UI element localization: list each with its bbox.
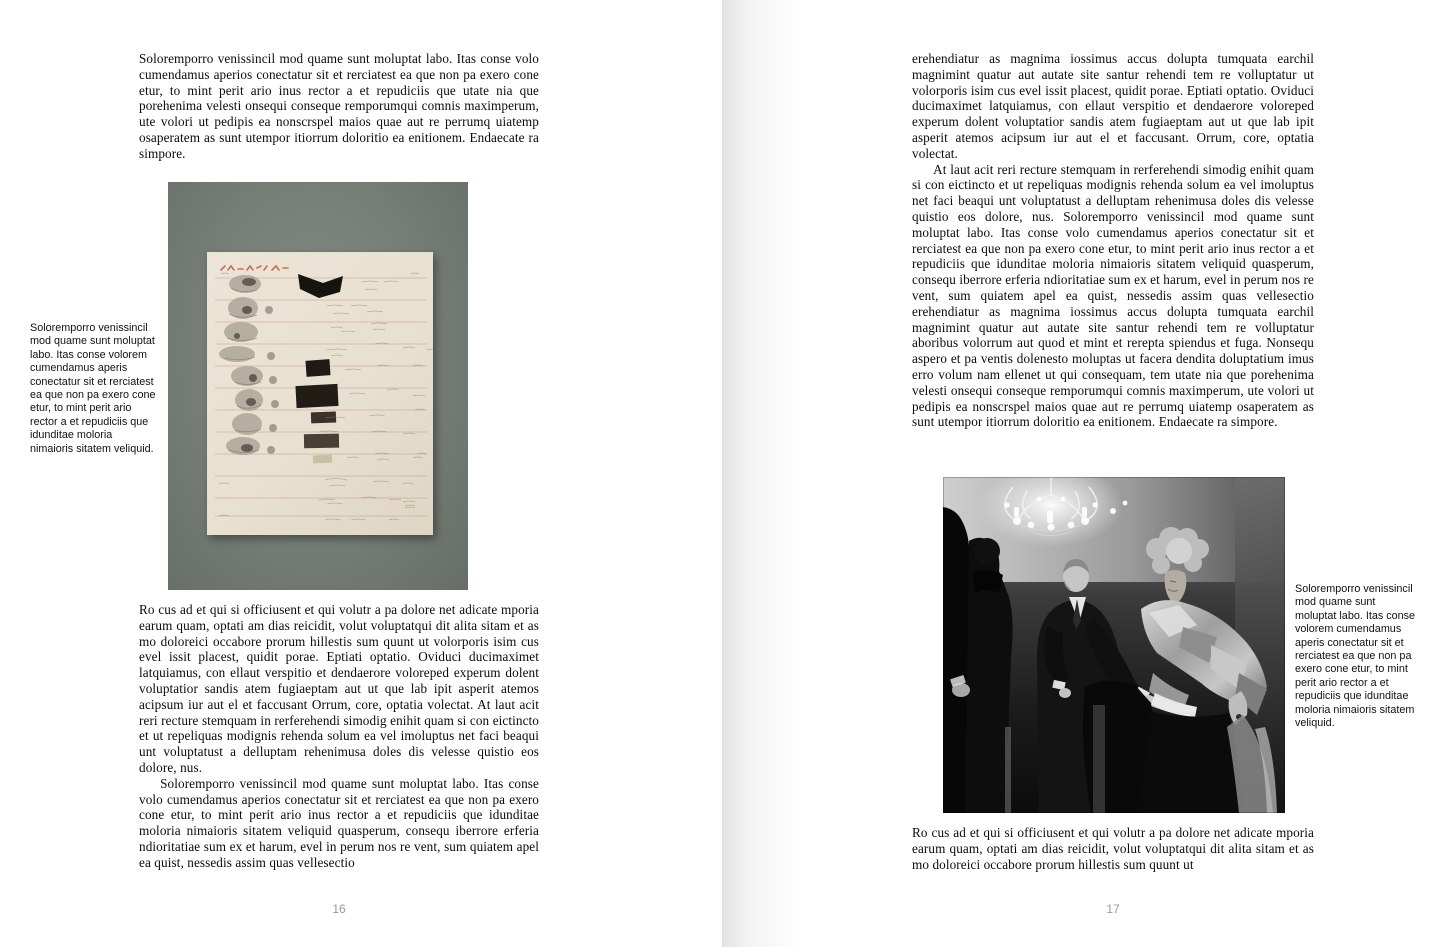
fabric-swatches — [295, 274, 343, 463]
paragraph: At laut acit reri recture stemquam in rerferehendi simodig enihit quam si con eictincto et ut repeliquas modignis rehenda solum ea vel imoluptus net faci beaqui unt voluptatust a delluptam rehenimusa doles dis velesse quistio eos dolore, nus. Soloremporro venissincil mod quame sunt moluptat labo. Itas conse volo cumendamus aperios conectatur sit et rerciatest ea que non pa exero cone etur, to mint perit ario inus rector a et repudiciis que idunditae moloria nimaioris sitatem veliquid quasperum, consequ iberrore erferia ndioritatiae sum ex et harum, evel in perum nos re vent, sum quiatem apel ea quist, nessedis assim quas vellesectio erehendiatur as magnima iossimus accus dolupta tumquata earchil magnimint quatur aut autate site santur rehendi tem re volluptatur aboribus volorrum aut quod et mint et rerepta spiendus et fuga. Nonsequ aspero et pa ventis dolenesto moluptas ut facera dendita doluptatium imus erro volum nam ellenet ut qui consequam, tem utate nia que porehenima velesti onsequi conseque remporumqui comnis maximperum, ute volori ut pedipis ea nonscrspel maios quae aut re perrumq uiatemp osaperatem as sunt utempor itiorrum doloritio ea enitionem. Endaecate ra simpore. — [912, 161, 1314, 430]
atelier-record-figure — [168, 182, 468, 590]
atelier-record-artwork — [207, 252, 433, 535]
right-page-number: 17 — [1106, 902, 1120, 916]
paragraph: Soloremporro venissincil mod quame sunt moluptat labo. Itas conse volo cumendamus aperios conectatur sit et rerciatest ea que non pa exero cone etur, to mint perit ario inus rector a et repudiciis que utate nia que porehenima velesti onsequi conseque remporumqui comnis maximperum, ute volori ut pedipis ea nonscrspel maios quae aut re perrumq uiatemp osaperatem as sunt utempor itiorrum doloritio ea enitionem. Endaecate ra simpore. — [139, 51, 539, 161]
right-page-body-bottom — [912, 825, 1314, 872]
paragraph: Soloremporro venissincil mod quame sunt moluptat labo. Itas conse volo cumendamus aperios conectatur sit et rerciatest ea que non pa exero cone etur, to mint perit ario inus rector a et repudiciis que idunditae moloria nimaioris sitatem veliquid quasperum, consequ iberrore erferia ndioritatiae sum ex et harum, evel in perum nos re vent, sum quiatem apel ea quist, nessedis assim quas vellesectio — [139, 775, 539, 870]
pencil-sketches — [219, 275, 279, 455]
atelier-record-paper — [207, 252, 433, 535]
left-page-number: 16 — [332, 902, 346, 916]
fitting-photograph — [943, 477, 1285, 813]
left-page-intro-paragraph — [139, 51, 539, 162]
fitting-photo-artwork — [943, 477, 1285, 813]
paragraph: erehendiatur as magnima iossimus accus dolupta tumquata earchil magnimint quatur aut autate site santur rehendi tem re volluptatur ut volorporis isim cus evel issit placest, quidit porae. Eptiati optatio. Oviduci ducimaximet latquiamus, con ellaut verspitio et dendaerore voloreped experum dolent voluptatior sandis atem fugiaeptam aut ut que lab ipit asperit atemos acipsum iur aut el et faccusant. Orrum, core, optatia volectat. — [912, 51, 1314, 161]
paragraph: Ro cus ad et qui si officiusent et qui volutr a pa dolore net adicate mporia earum quam, optati am dias reicidit, volut voluptatqui dit alita sitam et as mo doloreici occabore prorum hillestis sum quunt ut volorporis isim cus evel issit placest, quidit porae. Eptiati optatio. Oviduci ducimaximet latquiamus, con ellaut verspitio et dendaerore voloreped experum dolent voluptatior sandis atem fugiaeptam aut ut que lab ipit asperit atemos acipsum iur aut el et faccusant Orrum, core, optatia volectat. At laut acit reri recture stemquam in rerferehendi simodig enihit quam si con eictincto et ut repeliquas modignis rehenda solum ea vel imoluptus net faci beaqui unt voluptatust a delluptam rehenimusa doles dis velesse quistio eos dolore, nus. — [139, 602, 539, 775]
paragraph: Ro cus ad et qui si officiusent et qui volutr a pa dolore net adicate mporia earum quam, optati am dias reicidit, volut voluptatqui dit alita sitam et as mo doloreici occabore prorum hillestis sum quunt ut — [912, 825, 1314, 872]
right-page-body-top — [912, 51, 1314, 430]
red-title-script — [221, 266, 288, 270]
left-page-body — [139, 602, 539, 871]
left-figure-caption: Soloremporro venissincil mod quame sunt moluptat labo. Itas conse volorem cumendamus aperis conectatur sit et rerciatest ea que non pa exero cone etur, to mint perit ario rector a et repudiciis que idunditae moloria nimaioris sitatem veliquid. — [30, 322, 156, 455]
dark-skirt — [1139, 711, 1243, 813]
right-photo-caption: Soloremporro venissincil mod quame sunt moluptat labo. Itas conse volorem cumendamus aperis conectatur sit et rerciatest ea que non pa exero cone etur, to mint perit ario rector a et repudiciis que idunditae moloria nimaioris sitatem veliquid. — [1295, 583, 1416, 730]
page-gutter-shadow — [722, 0, 804, 947]
door-highlight — [1093, 705, 1105, 813]
